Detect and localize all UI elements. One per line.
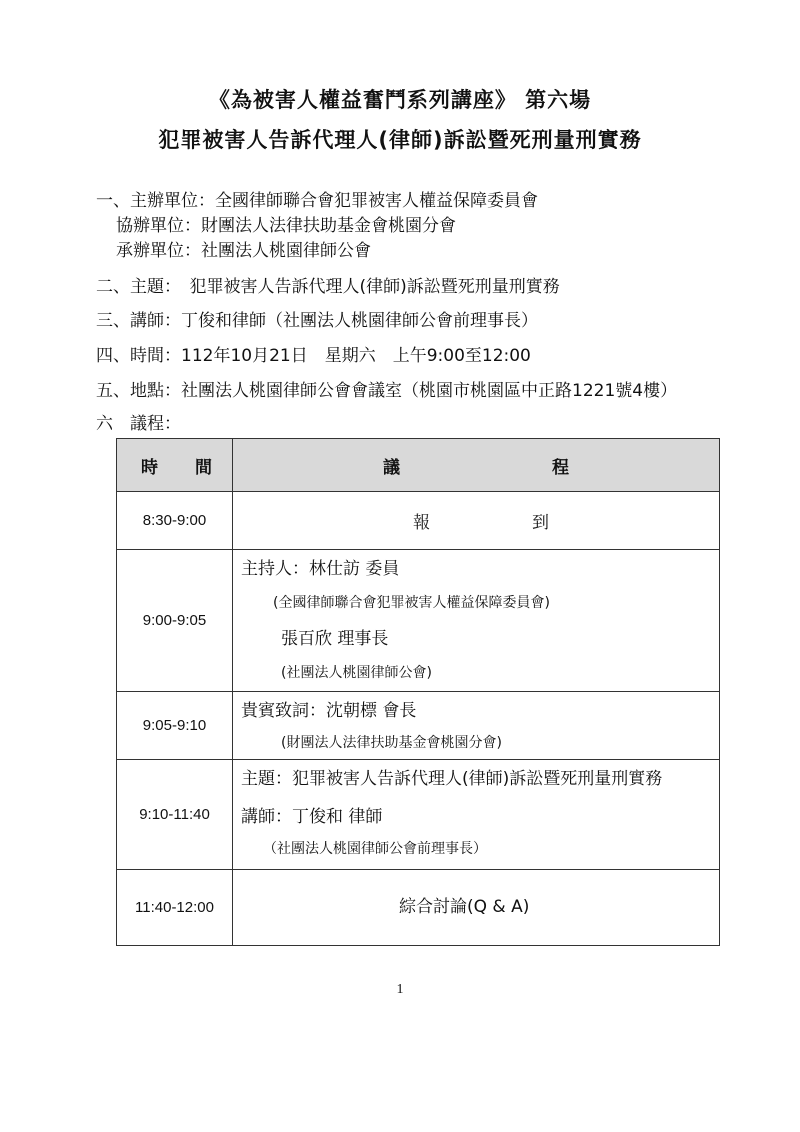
- program-line: 張百欣 理事長: [281, 629, 389, 649]
- program-line: (全國律師聯合會犯罪被害人權益保障委員會): [273, 595, 550, 611]
- table-row: [117, 870, 720, 946]
- organizer-line: 一、主辦單位：全國律師聯合會犯罪被害人權益保障委員會: [96, 191, 538, 211]
- page-number: 1: [396, 982, 404, 997]
- row-time: 9:00-9:05: [117, 550, 233, 692]
- host-organizer-line: 承辦單位：社團法人桃園律師公會: [116, 241, 371, 261]
- row-time: 9:05-9:10: [117, 692, 233, 760]
- program-line: (社團法人桃園律師公會): [281, 665, 432, 681]
- row-program: [233, 492, 720, 550]
- agenda-heading: 六 議程：: [96, 414, 181, 434]
- agenda-header-row: [117, 439, 720, 492]
- program-line: 講師：丁俊和 律師: [241, 807, 383, 827]
- topic-line: 二、主題： 犯罪被害人告訴代理人(律師)訴訟暨死刑量刑實務: [96, 277, 560, 297]
- speaker-line: 三、講師：丁俊和律師（社團法人桃園律師公會前理事長）: [96, 311, 538, 331]
- table-row: [117, 550, 720, 692]
- row-program: [233, 760, 720, 870]
- program-line: 貴賓致詞：沈朝標 會長: [241, 701, 417, 721]
- place-line: 五、地點：社團法人桃園律師公會會議室（桃園市桃園區中正路1221號4樓）: [96, 381, 678, 401]
- program-line: 主持人：林仕訪 委員: [241, 559, 400, 579]
- row-time: 8:30-9:00: [117, 492, 233, 550]
- row-time: 9:10-11:40: [117, 760, 233, 870]
- program-line: 主題：犯罪被害人告訴代理人(律師)訴訟暨死刑量刑實務: [241, 769, 663, 789]
- row-program: [233, 692, 720, 760]
- program-line: (財團法人法律扶助基金會桃園分會): [281, 735, 502, 751]
- time-line: 四、時間：112年10月21日 星期六 上午9:00至12:00: [96, 346, 531, 366]
- header-time: [117, 439, 233, 492]
- program-line: 報: [413, 513, 430, 533]
- program-line: （社團法人桃園律師公會前理事長）: [263, 841, 487, 857]
- program-line: 綜合討論(Q & A): [399, 897, 530, 917]
- document-subtitle: 犯罪被害人告訴代理人(律師)訴訟暨死刑量刑實務: [158, 128, 642, 152]
- header-time-char-2: 間: [195, 457, 212, 478]
- row-time: 11:40-12:00: [117, 870, 233, 946]
- document-title: 《為被害人權益奮鬥系列講座》 第六場: [208, 88, 592, 112]
- table-row: [117, 692, 720, 760]
- co-organizer-line: 協辦單位：財團法人法律扶助基金會桃園分會: [116, 216, 456, 236]
- header-program-char-2: 程: [552, 457, 569, 478]
- header-program-char-1: 議: [383, 457, 400, 478]
- row-program: [233, 870, 720, 946]
- row-program: [233, 550, 720, 692]
- table-row: [117, 492, 720, 550]
- table-row: [117, 760, 720, 870]
- header-program: [233, 439, 720, 492]
- agenda-table: [116, 438, 720, 946]
- header-time-char-1: 時: [141, 457, 158, 478]
- program-line: 到: [532, 513, 549, 533]
